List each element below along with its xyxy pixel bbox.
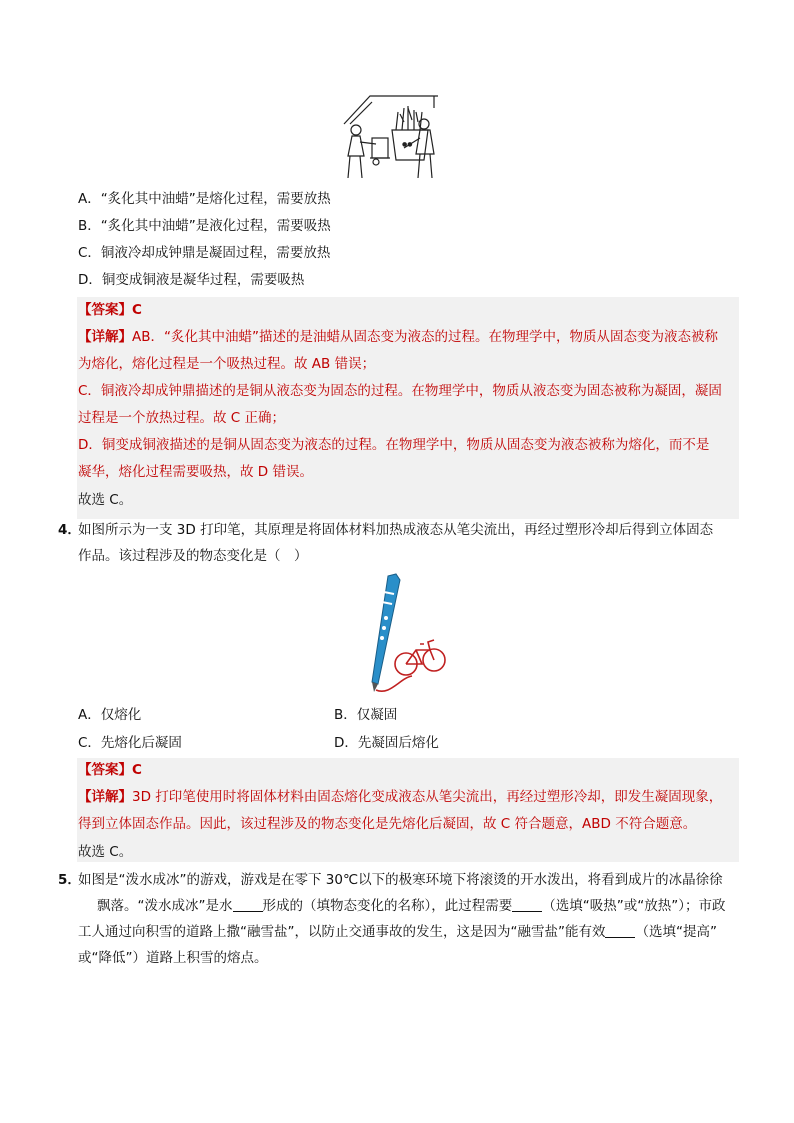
q3-detail-line-2: 为熔化，熔化过程是一个吸热过程。故 AB 错误； [78,356,376,372]
q3-detail-line-5: D．铜变成铜液描述的是铜从固态变为液态的过程。在物理学中，物质从固态变为液态被称为熔化，而不是 [78,437,710,453]
q3-option-c: C．铜液冷却成钟鼎是凝固过程，需要放热 [78,245,331,261]
q4-option-d: D．先凝固后熔化 [334,735,439,751]
q3-conclusion: 故选 C。 [78,492,133,508]
q4-stem-line-2: 作品。该过程涉及的物态变化是（ ） [78,548,308,564]
q3-detail-line-3: C．铜液冷却成钟鼎描述的是铜从液态变为固态的过程。在物理学中，物质从液态变为固态被称为凝固，凝固 [78,383,722,399]
q4-option-b: B．仅凝固 [334,707,398,723]
q4-number: 4． [58,522,81,538]
q3-detail-label: 【详解】 [78,329,132,345]
svg-text:●●: ●● [402,141,413,148]
q4-detail-label: 【详解】 [78,789,132,805]
q5-blank-2[interactable] [512,898,542,912]
q4-detail-line-1: 【详解】3D 打印笔使用时将固体材料由固态熔化变成液态从笔尖流出，再经过塑形冷却，即发生凝固现象， [78,789,723,805]
q5-number: 5． [58,872,81,888]
q4-detail-line-2: 得到立体固态作品。因此，该过程涉及的物态变化是先熔化后凝固，故 C 符合题意，ABD 不符合题意。 [78,816,697,832]
q4-answer-label: 【答案】 [78,762,132,778]
q3-answer-label: 【答案】 [78,302,132,318]
q4-stem-line-1: 如图所示为一支 3D 打印笔，其原理是将固体材料加热成液态从笔尖流出，再经过塑形冷却后得到立体固态 [78,522,714,538]
casting-illustration [342,94,440,182]
q4-option-c: C．先熔化后凝固 [78,735,182,751]
q3-option-a: A．“炙化其中油蜡”是熔化过程，需要放热 [78,191,331,207]
q4-answer-block [77,758,739,862]
q5-line-4: 或“降低”）道路上积雪的熔点。 [78,950,268,966]
q3-option-d: D．铜变成铜液是凝华过程，需要吸热 [78,272,305,288]
q5-blank-3[interactable] [605,924,635,938]
q5-blank-1[interactable] [233,898,263,912]
q5-line-3: 工人通过向积雪的道路上撒“融雪盐”，以防止交通事故的发生，这是因为“融雪盐”能有效 （选填“提高” [78,924,717,940]
q3-answer-value: C [132,302,142,318]
q3-detail-line-1: 【详解】AB．“炙化其中油蜡”描述的是油蜡从固态变为液态的过程。在物理学中，物质从固态变为液态被称 [78,329,718,345]
q3-option-b: B．“炙化其中油蜡”是液化过程，需要吸热 [78,218,331,234]
q5-line-1: 如图是“泼水成冰”的游戏，游戏是在零下 30℃以下的极寒环境下将滚烫的开水泼出，将看到成片的冰晶徐徐 [78,872,723,888]
3d-pen-illustration [350,572,450,696]
q4-option-a: A．仅熔化 [78,707,142,723]
q4-conclusion: 故选 C。 [78,844,133,860]
q4-answer [78,760,142,780]
q3-detail-line-6: 凝华，熔化过程需要吸热，故 D 错误。 [78,464,313,480]
q3-answer [78,300,142,320]
q4-answer-value: C [132,762,142,778]
q3-detail-line-4: 过程是一个放热过程。故 C 正确； [78,410,286,426]
q5-line-2: 飘落。“泼水成冰”是水 形成的（填物态变化的名称），此过程需要 （选填“吸热”或“放热”）；市政 [97,898,726,914]
